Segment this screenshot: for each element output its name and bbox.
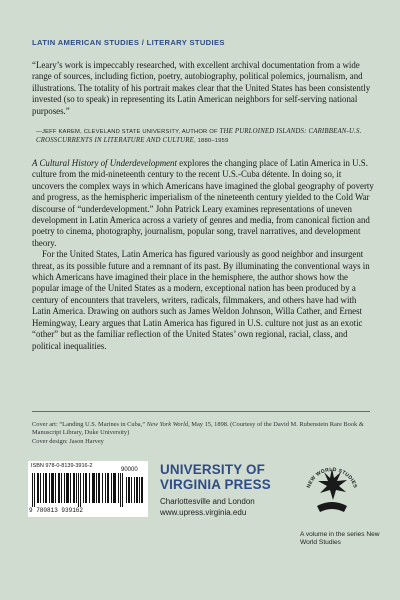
publisher-line-2: VIRGINIA PRESS — [160, 476, 271, 492]
publisher-name — [160, 463, 271, 492]
publisher-location: Charlottesville and London — [160, 497, 255, 506]
isbn-barcode — [28, 461, 148, 517]
new-world-studies-seal-icon — [297, 456, 367, 528]
seal-text: NEW WORLD STUDIES — [305, 466, 359, 489]
book-title: A Cultural History of Underdevelopment — [32, 158, 177, 168]
attribution-prefix: —JEFF KAREM, CLEVELAND STATE UNIVERSITY, AUTHOR OF — [36, 129, 220, 135]
category-heading: LATIN AMERICAN STUDIES / LITERARY STUDIES — [32, 38, 225, 47]
attribution-book-title: THE PURLOINED ISLANDS: CARIBBEAN-U.S. CROSSCURRENTS IN LITERATURE AND CULTURE — [36, 128, 362, 144]
description-paragraph-1: A Cultural History of Underdevelopment explores the changing place of Latin America in U.S. culture from the mid-nineteenth century to the recent U.S.-Cuba détente. In doing so, it uncovers the complex ways in which Americans have imagined the global geography of poverty and progress, as the hemispheric imperialism of the nineteenth century yielded to the Cold War discourse of “underdevelopment.” John Patrick Leary examines representations of uneven development in Latin America across a variety of genres and media, from canonical fiction and poetry to cinema, photography, journalism, popular song, travel narratives, and development theory. — [32, 158, 374, 248]
price-code: 90000 — [121, 467, 138, 473]
cover-design-credit: Cover design: Jason Harvey — [32, 437, 104, 445]
barcode-digits: 9 780813 939162 — [29, 507, 84, 514]
isbn-number: ISBN 978-0-8139-3916-2 — [31, 463, 93, 469]
divider — [32, 411, 370, 412]
book-description — [32, 158, 374, 352]
cover-art-credit: Cover art: “Landing U.S. Marines in Cuba,” New York World, May 15, 1898. (Courtesy of the David M. Rubenstein Rare Book & Manuscript Library, Duke University) — [32, 421, 364, 437]
cover-credits — [32, 421, 377, 446]
publisher-info — [160, 497, 255, 518]
endorsement-quote: “Leary’s work is impeccably researched, with excellent archival documentation from a wide range of sources, including fiction, poetry, autobiography, political polemics, journalism, and illustrations. The totality of his portrait makes clear that the United States has been consistently invested (so to speak) in representing its Latin American neighbors for self-serving national purposes.” — [32, 60, 371, 116]
endorsement-attribution — [36, 128, 376, 145]
barcode-icon — [30, 473, 146, 507]
description-paragraph-2: For the United States, Latin America has figured variously as good neighbor and insurgent threat, as its possible future and a remnant of its past. By illuminating the conventional ways in which Americans have imagined their place in the hemisphere, the author shows how the popular image of the United States as a modern, exceptional nation has been produced by a century of encounters that travelers, writers, radicals, filmmakers, and others have had with Latin America. Drawing on authors such as James Weldon Johnson, Willa Cather, and Ernest Hemingway, Leary argues that Latin America has figured in U.S. culture not just as an exotic “other” but as the familiar reflection of the United States’ own regional, racial, class, and political inequalities. — [32, 249, 370, 351]
publisher-website[interactable]: www.upress.virginia.edu — [160, 507, 247, 517]
attribution-suffix: , 1880–1959 — [193, 137, 229, 144]
series-note: A volume in the series New World Studies — [300, 531, 380, 547]
publisher-line-1: UNIVERSITY OF — [160, 462, 266, 477]
